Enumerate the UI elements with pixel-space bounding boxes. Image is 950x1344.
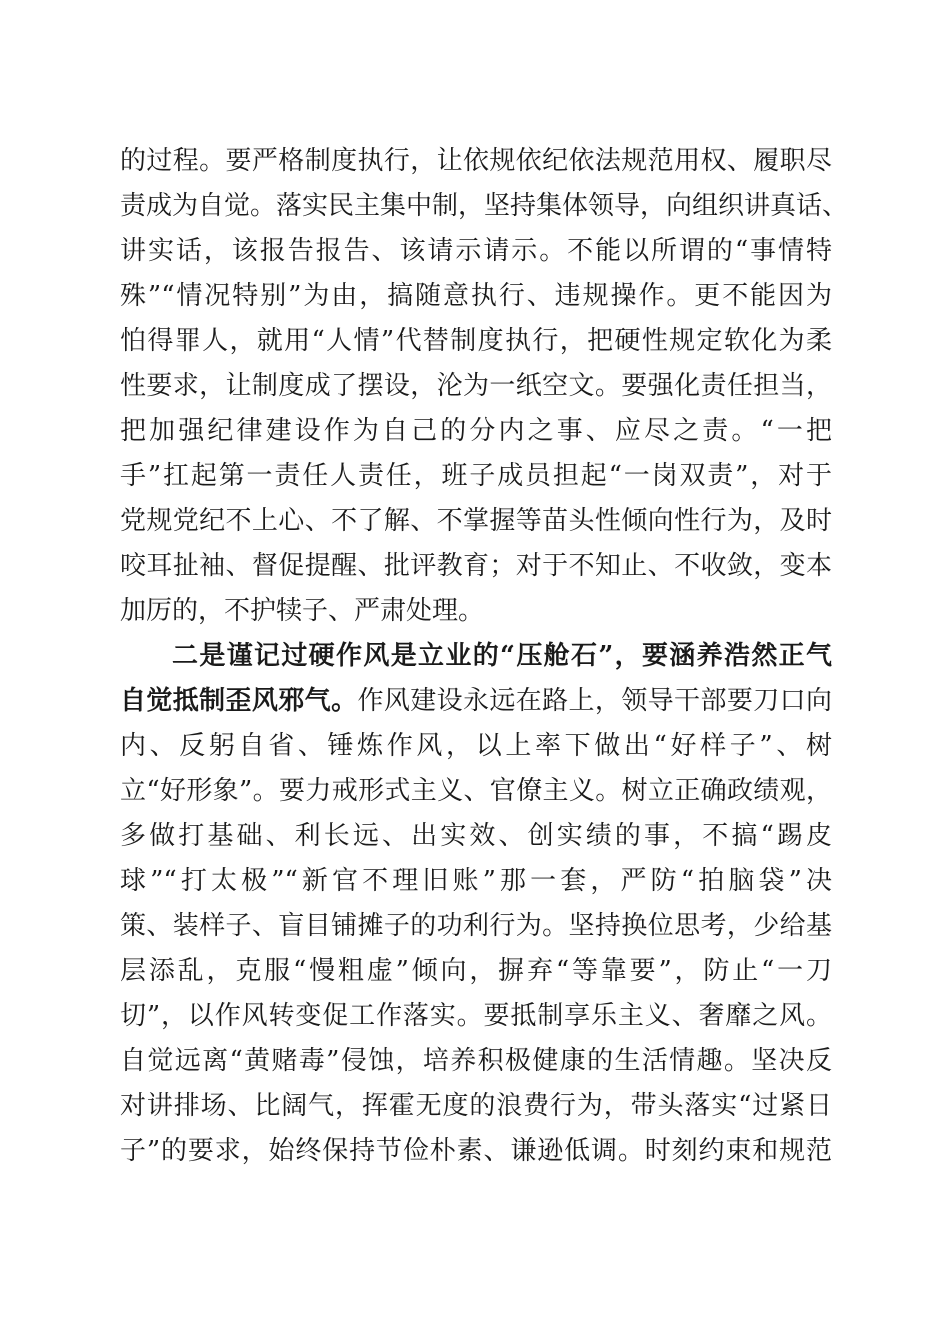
text-line: 把加强纪律建设作为自己的分内之事、应尽之责。“一把 (120, 416, 832, 446)
text-line: 咬耳扯袖、督促提醒、批评教育；对于不知止、不收敛，变本 (120, 551, 832, 581)
text-line: 切”，以作风转变促工作落实。要抵制享乐主义、奢靡之风。 (120, 1001, 832, 1031)
document-body (120, 139, 849, 1174)
paragraph-heading-line: 二是谨记过硬作风是立业的“压舱石”，要涵养浩然正气 (172, 641, 832, 671)
paragraph-heading-end: 自觉抵制歪风邪气。 (120, 686, 358, 716)
text-line: 立“好形象”。要力戒形式主义、官僚主义。树立正确政绩观， (120, 776, 832, 806)
text-line: 责成为自觉。落实民主集中制，坚持集体领导，向组织讲真话、 (120, 191, 849, 221)
text-line: 子”的要求，始终保持节俭朴素、谦逊低调。时刻约束和规范 (120, 1136, 832, 1166)
paragraph-2 (120, 634, 832, 1174)
text-line: 加厉的，不护犊子、严肃处理。 (120, 596, 485, 626)
text-line: 内、反躬自省、锤炼作风，以上率下做出“好样子”、树 (120, 731, 832, 761)
text-line: 手”扛起第一责任人责任，班子成员担起“一岗双责”，对于 (120, 461, 832, 491)
text-line: 怕得罪人，就用“人情”代替制度执行，把硬性规定软化为柔 (120, 326, 832, 356)
text-line: 讲实话，该报告报告、该请示请示。不能以所谓的“事情特 (120, 236, 832, 266)
text-line: 党规党纪不上心、不了解、不掌握等苗头性倾向性行为，及时 (120, 506, 832, 536)
text-line: 殊”“情况特别”为由，搞随意执行、违规操作。更不能因为 (120, 281, 832, 311)
text-line: 的过程。要严格制度执行，让依规依纪依法规范用权、履职尽 (120, 146, 832, 176)
text-run: 作风建设永远在路上，领导干部要刀口向 (357, 686, 832, 716)
text-line: 性要求，让制度成了摆设，沦为一纸空文。要强化责任担当， (120, 371, 832, 401)
text-line: 层添乱，克服“慢粗虚”倾向，摒弃“等靠要”，防止“一刀 (120, 956, 832, 986)
text-line: 自觉远离“黄赌毒”侵蚀，培养积极健康的生活情趣。坚决反 (120, 1046, 832, 1076)
text-line: 球”“打太极”“新官不理旧账”那一套，严防“拍脑袋”决 (120, 866, 832, 896)
text-line-mixed (120, 679, 832, 724)
text-line: 对讲排场、比阔气，挥霍无度的浪费行为，带头落实“过紧日 (120, 1091, 832, 1121)
text-line: 多做打基础、利长远、出实效、创实绩的事，不搞“踢皮 (120, 821, 832, 851)
text-line: 策、装样子、盲目铺摊子的功利行为。坚持换位思考，少给基 (120, 911, 832, 941)
paragraph-1 (120, 139, 849, 634)
